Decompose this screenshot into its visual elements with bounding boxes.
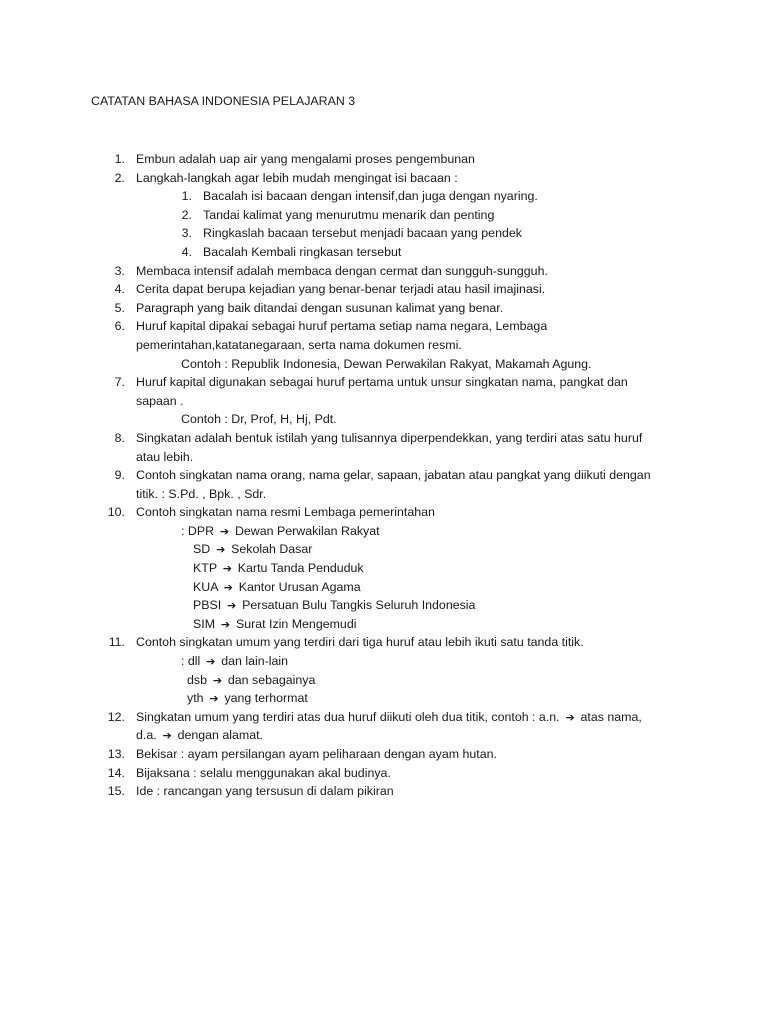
item-number: 15. [107,784,125,799]
list-item [0,466,768,503]
sub-item-number: 4. [181,244,192,259]
item-text: Singkatan adalah bentuk istilah yang tulisannya diperpendekkan, yang terdiri atas satu huruf [136,430,643,445]
abbreviation-key: KUA [193,579,218,594]
list-item [0,280,768,299]
item-text: Embun adalah uap air yang mengalami proses pengembunan [136,152,475,166]
notes-list [0,150,768,801]
sub-item-number: 3. [181,226,192,241]
list-item-line [0,169,768,188]
abbreviation-row [0,615,768,634]
item-number: 9. [114,468,125,483]
item-text: Langkah-langkah agar lebih mudah mengingat isi bacaan : [136,170,458,185]
list-item-line [0,745,768,764]
list-item-line [0,485,768,504]
list-item-line [0,429,768,448]
list-item [0,708,768,745]
list-item [0,169,768,262]
list-item-line [0,633,768,652]
list-item-line [0,466,768,485]
list-item-line [0,280,768,299]
abbreviation-key: PBSI [193,598,222,613]
sub-list-item [0,206,768,225]
abbreviation-key: dsb [187,672,207,687]
item-number: 5. [114,300,125,315]
list-item [0,764,768,783]
list-item-line [0,299,768,318]
abbreviation-key: KTP [193,561,217,576]
abbreviation-meaning: dan lain-lain [221,654,289,669]
arrow-icon: ➔ [565,710,575,724]
list-item-line [0,373,768,392]
abbreviation [187,671,315,691]
list-item-line [0,262,768,281]
abbreviation-meaning: Sekolah Dasar [231,542,313,557]
item-number: 10. [107,505,125,520]
item-text: Membaca intensif adalah membaca dengan cermat dan sungguh-sungguh. [136,263,548,278]
example-text: Contoh : Dr, Prof, H, Hj, Pdt. [181,412,337,427]
item-number: 2. [114,170,125,185]
abbreviation-row [0,522,768,541]
arrow-icon: ➔ [206,655,216,669]
item-number: 11. [108,635,125,650]
list-item-line [0,764,768,783]
item-text: Contoh singkatan umum yang terdiri dari tiga huruf atau lebih ikuti satu tanda titik. [136,635,584,650]
sub-item-text: Ringkaslah bacaan tersebut menjadi bacaan yang pendek [203,226,522,241]
item-number: 1. [114,152,125,166]
list-item-line [0,782,768,801]
item-text: Contoh singkatan nama resmi Lembaga pemerintahan [136,505,435,520]
list-item-line [0,708,768,727]
list-item [0,373,768,429]
abbreviation [181,522,380,542]
abbreviation [193,615,356,635]
abbreviation-key: yth [187,691,204,706]
arrow-icon: ➔ [219,524,230,538]
arrow-icon: ➔ [209,692,219,706]
sub-item-text: Bacalah Kembali ringkasan tersebut [203,244,402,259]
item-text: sapaan . [136,393,184,408]
item-number: 13. [107,747,125,761]
example-line [0,355,768,374]
abbreviation-row [0,596,768,615]
item-number: 6. [114,319,125,334]
sub-item-text: Tandai kalimat yang menurutmu menarik dan penting [203,207,495,222]
list-item-line [0,317,768,336]
item-number: 12. [107,709,125,724]
abbreviation-row [0,652,768,671]
item-text: titik. : S.Pd. , Bpk. , Sdr. [136,486,267,501]
abbreviation-row [0,671,768,690]
item-number: 14. [107,765,125,780]
item-text: Ide : rancangan yang tersusun di dalam pikiran [136,784,394,799]
item-text: atau lebih. [136,449,194,464]
abbreviation-key: : dll [181,654,201,669]
sub-item-number: 1. [181,189,192,204]
abbreviation-meaning: Kartu Tanda Penduduk [237,561,364,576]
arrow-icon: ➔ [162,729,172,743]
item-text: Huruf kapital digunakan sebagai huruf pertama untuk unsur singkatan nama, pangkat dan [136,375,628,390]
arrow-icon: ➔ [223,580,233,594]
item-number: 8. [114,430,125,445]
sub-list-item [0,224,768,243]
abbreviation-row [0,559,768,578]
abbreviation-meaning: Kantor Urusan Agama [238,579,361,594]
list-item [0,503,768,633]
list-item [0,150,768,169]
list-item [0,745,768,764]
list-item-line [0,150,768,169]
abbreviation [193,540,312,560]
list-item [0,317,768,373]
sub-list-item [0,187,768,206]
sub-item-text: Bacalah isi bacaan dengan intensif,dan juga dengan nyaring. [203,189,538,204]
item-text: Singkatan umum yang terdiri atas dua huruf diikuti oleh dua titik, contoh : a.n. ➔ atas nama, [136,708,642,728]
item-text: Paragraph yang baik ditandai dengan susunan kalimat yang benar. [136,300,504,315]
item-text: Bijaksana : selalu menggunakan akal budinya. [136,765,391,780]
arrow-icon: ➔ [227,599,237,613]
arrow-icon: ➔ [212,673,223,687]
abbreviation [193,596,475,616]
abbreviation-key: SIM [193,616,216,631]
document-title: CATATAN BAHASA INDONESIA PELAJARAN 3 [91,94,356,108]
item-text: Bekisar : ayam persilangan ayam peliharaan dengan ayam hutan. [136,747,497,761]
abbreviation [187,689,308,709]
arrow-icon: ➔ [216,543,226,557]
list-item [0,262,768,281]
list-item [0,299,768,318]
abbreviation-meaning: dan sebagainya [227,672,316,687]
list-item-line [0,726,768,745]
example-text: Contoh : Republik Indonesia, Dewan Perwakilan Rakyat, Makamah Agung. [181,356,592,371]
list-item-line [0,448,768,467]
sub-item-number: 2. [181,207,192,222]
item-number: 7. [114,375,125,390]
item-text: pemerintahan,katatanegaraan, serta nama dokumen resmi. [136,337,462,352]
abbreviation [181,652,288,672]
item-number: 3. [114,263,125,278]
list-item [0,633,768,707]
abbreviation-meaning: Dewan Perwakilan Rakyat [234,523,380,538]
abbreviation-row [0,689,768,708]
list-item-line [0,336,768,355]
arrow-icon: ➔ [222,562,232,576]
item-text: d.a. ➔ dengan alamat. [136,726,263,746]
arrow-icon: ➔ [220,617,231,631]
abbreviation-key: SD [193,542,211,557]
abbreviation-meaning: Surat Izin Mengemudi [235,616,357,631]
abbreviation-row [0,578,768,597]
item-text: Cerita dapat berupa kejadian yang benar-benar terjadi atau hasil imajinasi. [136,282,546,297]
abbreviation [193,559,364,579]
list-item-line [0,503,768,522]
item-text: Huruf kapital dipakai sebagai huruf pertama setiap nama negara, Lembaga [136,319,548,334]
abbreviation-key: : DPR [181,523,215,538]
example-line [0,410,768,429]
abbreviation [193,578,361,598]
list-item [0,782,768,801]
item-text: Contoh singkatan nama orang, nama gelar, sapaan, jabatan atau pangkat yang diikuti dengan [136,468,651,483]
list-item-line [0,392,768,411]
abbreviation-meaning: yang terhormat [224,691,308,706]
abbreviation-meaning: Persatuan Bulu Tangkis Seluruh Indonesia [242,598,476,613]
list-item [0,429,768,466]
abbreviation-row [0,540,768,559]
sub-list-item [0,243,768,262]
item-number: 4. [114,282,125,297]
